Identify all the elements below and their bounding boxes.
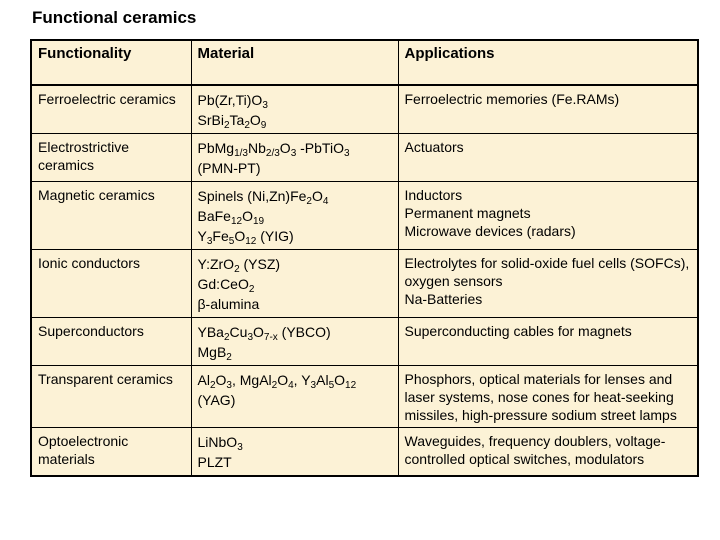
- application-item: Actuators: [404, 139, 464, 155]
- material-cell: [191, 366, 398, 428]
- header-material: Material: [191, 40, 398, 85]
- material-cell: [191, 182, 398, 250]
- applications-cell: [398, 134, 698, 182]
- header-applications: Applications: [398, 40, 698, 85]
- functionality-cell: Magnetic ceramics: [31, 182, 191, 250]
- applications-cell: [398, 85, 698, 134]
- table-row: [31, 428, 698, 477]
- material-formula: (YAG): [197, 392, 236, 408]
- functionality-cell: Transparent ceramics: [31, 366, 191, 428]
- material-formula: Gd:CeO$_2$: [197, 276, 255, 295]
- material-formula: $YBa_2Cu_3O_{7-x}$ (YBCO): [197, 324, 331, 343]
- applications-cell: [398, 250, 698, 318]
- application-item: Superconducting cables for magnets: [404, 323, 632, 339]
- table-header-row: [31, 40, 698, 85]
- application-item: Microwave devices (radars): [404, 223, 576, 239]
- material-formula: PLZT: [197, 454, 232, 470]
- application-item: Permanent magnets: [404, 205, 531, 221]
- material-cell: [191, 318, 398, 366]
- functionality-cell: Ferroelectric ceramics: [31, 85, 191, 134]
- table-row: [31, 182, 698, 250]
- material-formula: $PbMg_{1/3}Nb_{2/3}O_3$ -PbTiO$_3$: [197, 140, 350, 159]
- header-functionality: Functionality: [31, 40, 191, 85]
- functionality-cell: Electrostrictive ceramics: [31, 134, 191, 182]
- table-row: [31, 366, 698, 428]
- application-item: Inductors: [404, 187, 463, 203]
- application-item: Waveguides, frequency doublers, voltage-controlled optical switches, modulators: [404, 433, 666, 467]
- material-cell: [191, 85, 398, 134]
- material-formula: MgB$_2$: [197, 344, 232, 363]
- table-row: [31, 134, 698, 182]
- material-cell: [191, 250, 398, 318]
- material-formula: $BaFe_{12}O_{19}$: [197, 208, 265, 227]
- material-cell: [191, 134, 398, 182]
- application-item: Electrolytes for solid-oxide fuel cells (SOFCs), oxygen sensors: [404, 255, 690, 289]
- applications-cell: [398, 318, 698, 366]
- material-formula: (PMN-PT): [197, 160, 261, 176]
- application-item: Ferroelectric memories (Fe.RAMs): [404, 91, 620, 107]
- material-formula: $Pb(Zr,Ti)O_3$: [197, 92, 268, 111]
- table-row: [31, 250, 698, 318]
- material-formula: β-alumina: [197, 296, 260, 312]
- material-formula: $Al_2O_3$, $MgAl_2O_4$, $Y_3Al_5O_{12}$: [197, 372, 357, 391]
- functionality-cell: Ionic conductors: [31, 250, 191, 318]
- table-row: [31, 318, 698, 366]
- material-formula: $Y_3Fe_5O_{12}$ (YIG): [197, 228, 294, 247]
- applications-cell: [398, 366, 698, 428]
- page-title: Functional ceramics: [32, 8, 197, 27]
- material-formula: Y:ZrO$_2$ (YSZ): [197, 256, 281, 275]
- ceramics-table: [30, 39, 699, 477]
- table-row: [31, 85, 698, 134]
- material-formula: $SrBi_2Ta_2O_9$: [197, 112, 267, 131]
- material-cell: [191, 428, 398, 477]
- application-item: Phosphors, optical materials for lenses and laser systems, nose cones for heat-seeking missiles, high-pressure sodium street lamps: [404, 371, 677, 423]
- application-item: Na-Batteries: [404, 291, 483, 307]
- material-formula: Spinels $(Ni,Zn)Fe_2O_4$: [197, 188, 329, 207]
- functionality-cell: Optoelectronic materials: [31, 428, 191, 477]
- functionality-cell: Superconductors: [31, 318, 191, 366]
- applications-cell: [398, 182, 698, 250]
- applications-cell: [398, 428, 698, 477]
- material-formula: LiNbO$_3$: [197, 434, 243, 453]
